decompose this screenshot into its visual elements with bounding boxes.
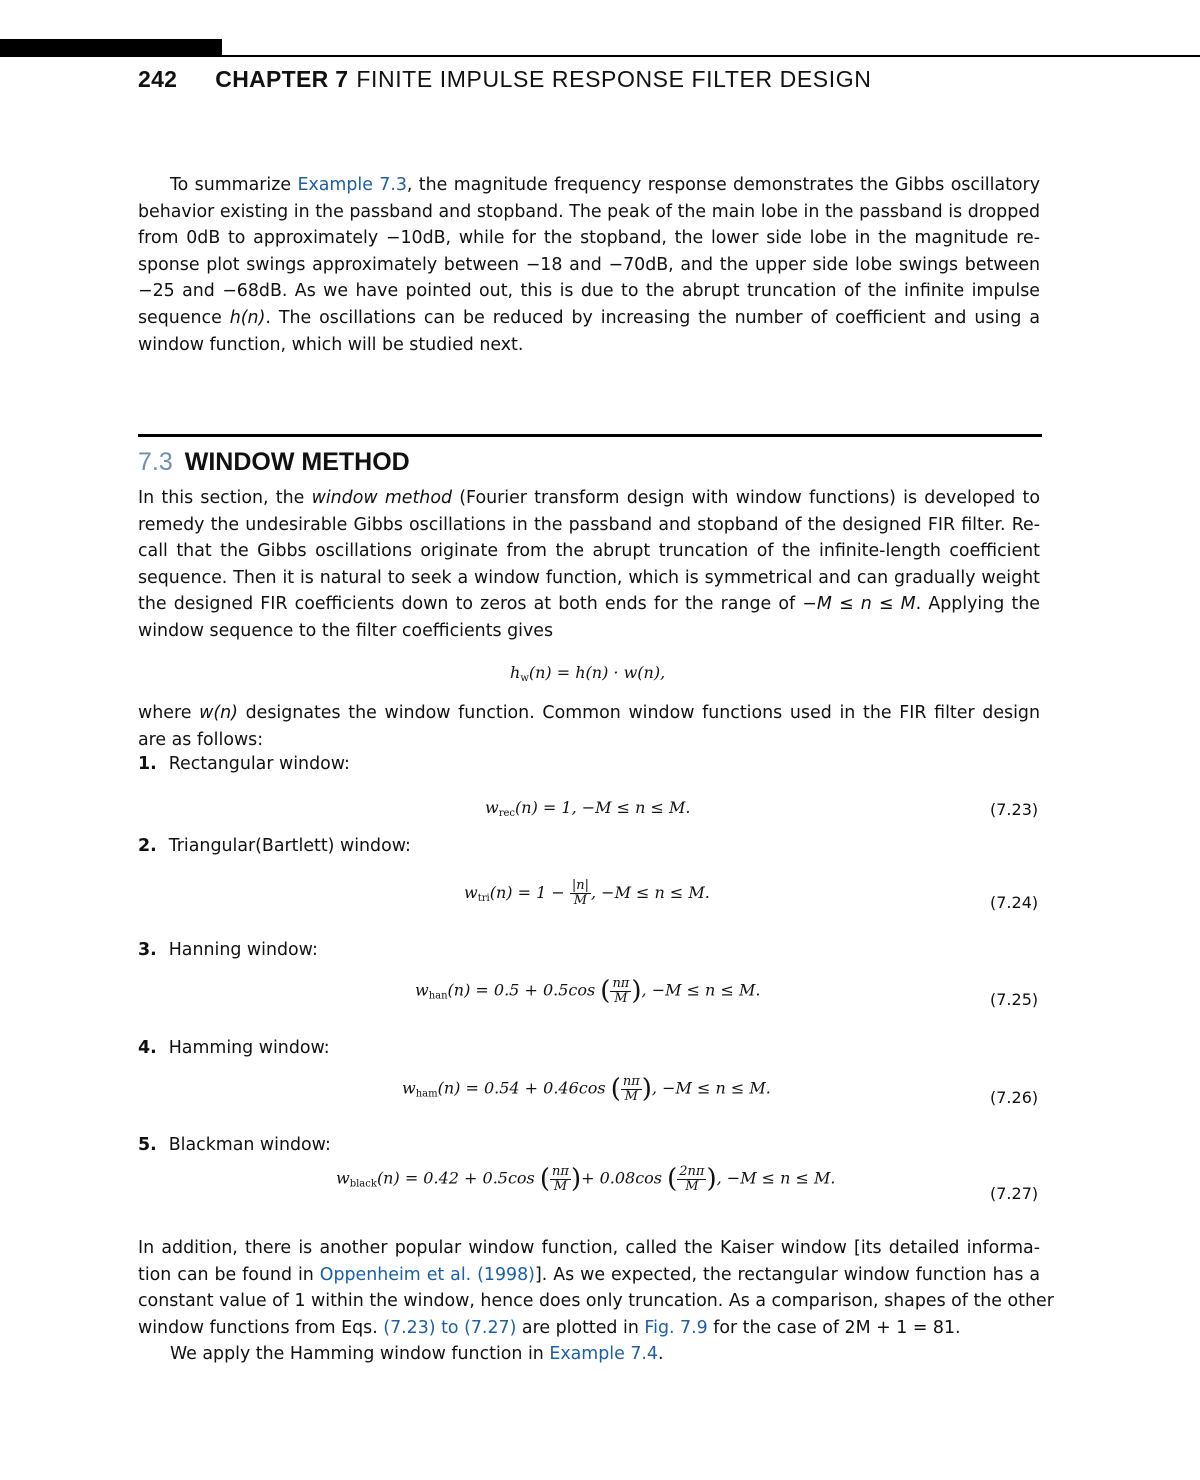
- closing-paragraph: [138, 1235, 1054, 1368]
- main-equation: [510, 663, 665, 684]
- section-title: WINDOW METHOD: [184, 448, 410, 476]
- paren-open: (: [539, 1164, 551, 1194]
- frac-num: |n|: [571, 878, 589, 893]
- page-number: 242: [138, 66, 178, 92]
- list-label: Rectangular window:: [168, 754, 350, 774]
- eq-w: w: [336, 1168, 350, 1188]
- body-text: the designed FIR coefficients down to zeros at both ends for the range of: [138, 594, 803, 615]
- eq-fraction: [550, 1165, 571, 1194]
- paren-close: ): [641, 1074, 652, 1104]
- eq-lhs: (n) = 0.5 + 0.5cos: [447, 980, 596, 1000]
- intro-paragraph: [138, 172, 1040, 358]
- eq-fraction: [677, 1165, 706, 1194]
- list-label: Blackman window:: [168, 1135, 331, 1155]
- chapter-title: FINITE IMPULSE RESPONSE FILTER DESIGN: [356, 66, 872, 92]
- eq-h: h: [510, 663, 521, 682]
- paren-open: (: [610, 1074, 621, 1104]
- closing-text: are plotted in: [516, 1317, 645, 1338]
- equation-7-23: [485, 798, 690, 819]
- eq-w: w: [402, 1078, 416, 1098]
- body-italic: window method: [311, 488, 453, 508]
- eq-w: w: [485, 798, 499, 817]
- body-math: −M ≤ n ≤ M: [802, 594, 916, 615]
- closing-text: window functions from Eqs.: [138, 1317, 384, 1338]
- example-7-3-link[interactable]: Example 7.3: [297, 175, 407, 195]
- frac-den: M: [624, 1088, 638, 1104]
- list-number: 3.: [138, 940, 157, 960]
- body-text: . Applying the: [915, 594, 1041, 615]
- intro-text: . The oscillations can be reduced by increasing the number of coefficient and using a: [265, 307, 1040, 328]
- list-number: 4.: [138, 1038, 157, 1058]
- eq-number-7-25: (7.25): [990, 990, 1039, 1009]
- intro-text: , the magnitude frequency response demonstrates the Gibbs oscillatory: [406, 175, 1041, 195]
- eq-number-7-23: (7.23): [990, 800, 1039, 819]
- body-var: w(n): [199, 703, 238, 723]
- eq-number-7-24: (7.24): [990, 893, 1039, 912]
- frac-num: nπ: [622, 1073, 640, 1089]
- eq-sub: han: [428, 990, 448, 1002]
- equation-7-24: [464, 879, 710, 908]
- intro-line: behavior existing in the passband and stopband. The peak of the main lobe in the passband is dropped: [138, 201, 1040, 222]
- intro-text: sequence: [138, 307, 230, 328]
- frac-num: nπ: [552, 1163, 569, 1179]
- list-label: Triangular(Bartlett) window:: [168, 836, 411, 856]
- body-text: (Fourier transform design with window functions) is developed to: [452, 488, 1041, 508]
- list-item-rectangular: [138, 754, 350, 774]
- frac-num: 2nπ: [679, 1163, 705, 1179]
- eq-fraction: [570, 879, 591, 908]
- example-7-4-link[interactable]: Example 7.4: [549, 1344, 658, 1365]
- eq-rhs: , −M ≤ n ≤ M.: [641, 980, 761, 1000]
- frac-den: M: [553, 1178, 568, 1194]
- oppenheim-citation-link[interactable]: Oppenheim et al. (1998): [319, 1264, 535, 1285]
- body-text: designates the window function. Common window functions used in the FIR filter design: [237, 703, 1040, 723]
- chapter-label: CHAPTER 7: [215, 66, 349, 92]
- closing-line: constant value of 1 within the window, hence does only truncation. As a comparison, shapes of the other: [138, 1291, 1054, 1312]
- running-header: [138, 66, 871, 93]
- equation-7-27: [336, 1164, 836, 1194]
- closing-line: In addition, there is another popular window function, called the Kaiser window [its detailed informa-: [138, 1238, 1040, 1258]
- intro-var: h(n): [229, 307, 266, 328]
- body-line: remedy the undesirable Gibbs oscillations in the passband and stopband of the designed FIR filter. Re-: [138, 514, 1040, 535]
- list-item-hamming: [138, 1038, 330, 1058]
- closing-text: We apply the Hamming window function in: [170, 1344, 550, 1365]
- eq-sub: w: [520, 673, 529, 684]
- body-line: window sequence to the filter coefficients gives: [138, 620, 554, 641]
- eq-rest: (n) = 1, −M ≤ n ≤ M.: [515, 798, 691, 817]
- eq-sub: tri: [477, 893, 490, 904]
- equation-7-25: [415, 976, 760, 1006]
- eq-fraction: [621, 1075, 642, 1104]
- eq-sub: black: [349, 1178, 377, 1190]
- paren-close: ): [706, 1164, 717, 1194]
- intro-line: sponse plot swings approximately between −18 and −70dB, and the upper side lobe swings between: [138, 254, 1040, 275]
- body-line: are as follows:: [138, 729, 264, 750]
- list-number: 5.: [138, 1135, 157, 1155]
- paren-open: (: [667, 1164, 678, 1194]
- eq-rhs: , −M ≤ n ≤ M.: [651, 1078, 771, 1098]
- list-number: 1.: [138, 754, 157, 774]
- eq-lhs: (n) = 0.54 + 0.46cos: [437, 1078, 606, 1098]
- list-number: 2.: [138, 836, 157, 856]
- closing-text: ]. As we expected, the rectangular window function has a: [534, 1264, 1040, 1285]
- intro-line: −25 and −68dB. As we have pointed out, this is due to the abrupt truncation of the infinite impulse: [138, 281, 1040, 302]
- closing-text: .: [658, 1344, 664, 1365]
- intro-text: To summarize: [170, 175, 298, 195]
- fig-7-9-link[interactable]: Fig. 7.9: [644, 1317, 708, 1338]
- intro-line: window function, which will be studied next.: [138, 334, 524, 355]
- closing-text: for the case of 2M + 1 = 81.: [707, 1317, 961, 1338]
- eq-number-7-27: (7.27): [990, 1184, 1039, 1203]
- paren-close: ): [631, 976, 642, 1006]
- list-item-hanning: [138, 940, 318, 960]
- eq-lhs: (n) = 1 −: [489, 883, 565, 902]
- equation-7-26: [402, 1074, 771, 1104]
- frac-den: M: [614, 990, 628, 1006]
- body-paragraph: [138, 485, 1040, 645]
- header-bar-thick: [0, 39, 222, 57]
- eq-w: w: [464, 883, 478, 902]
- frac-den: M: [685, 1178, 699, 1194]
- equations-link[interactable]: (7.23) to (7.27): [383, 1317, 517, 1338]
- eq-mid: + 0.08cos: [581, 1168, 663, 1188]
- eq-rest: (n) = h(n) · w(n),: [528, 663, 666, 682]
- header-rule: [222, 55, 1200, 57]
- eq-rhs: , −M ≤ n ≤ M.: [716, 1168, 836, 1188]
- list-label: Hanning window:: [168, 940, 318, 960]
- eq-w: w: [415, 980, 429, 1000]
- eq-number-7-26: (7.26): [990, 1088, 1039, 1107]
- eq-rhs: , −M ≤ n ≤ M.: [590, 883, 710, 902]
- body-line: call that the Gibbs oscillations originate from the abrupt truncation of the infinite-length coefficient: [138, 541, 1040, 562]
- section-heading: [138, 448, 410, 477]
- body-text: In this section, the: [138, 488, 312, 508]
- eq-fraction: [610, 977, 631, 1006]
- paren-close: ): [570, 1164, 582, 1194]
- frac-den: M: [573, 893, 588, 908]
- section-rule: [138, 434, 1042, 437]
- list-label: Hamming window:: [168, 1038, 330, 1058]
- body-text: where: [138, 703, 200, 723]
- frac-num: nπ: [612, 975, 630, 991]
- list-item-triangular: [138, 836, 411, 856]
- section-number: 7.3: [138, 448, 173, 476]
- eq-lhs: (n) = 0.42 + 0.5cos: [376, 1168, 535, 1188]
- closing-text: tion can be found in: [138, 1264, 320, 1285]
- after-equation-paragraph: [138, 700, 1040, 753]
- intro-line: from 0dB to approximately −10dB, while for the stopband, the lower side lobe in the magnitude re-: [138, 228, 1040, 249]
- eq-sub: ham: [415, 1088, 438, 1100]
- paren-open: (: [600, 976, 611, 1006]
- eq-sub: rec: [498, 808, 516, 819]
- list-item-blackman: [138, 1135, 331, 1155]
- body-line: sequence. Then it is natural to seek a window function, which is symmetrical and can gradually weight: [138, 567, 1040, 588]
